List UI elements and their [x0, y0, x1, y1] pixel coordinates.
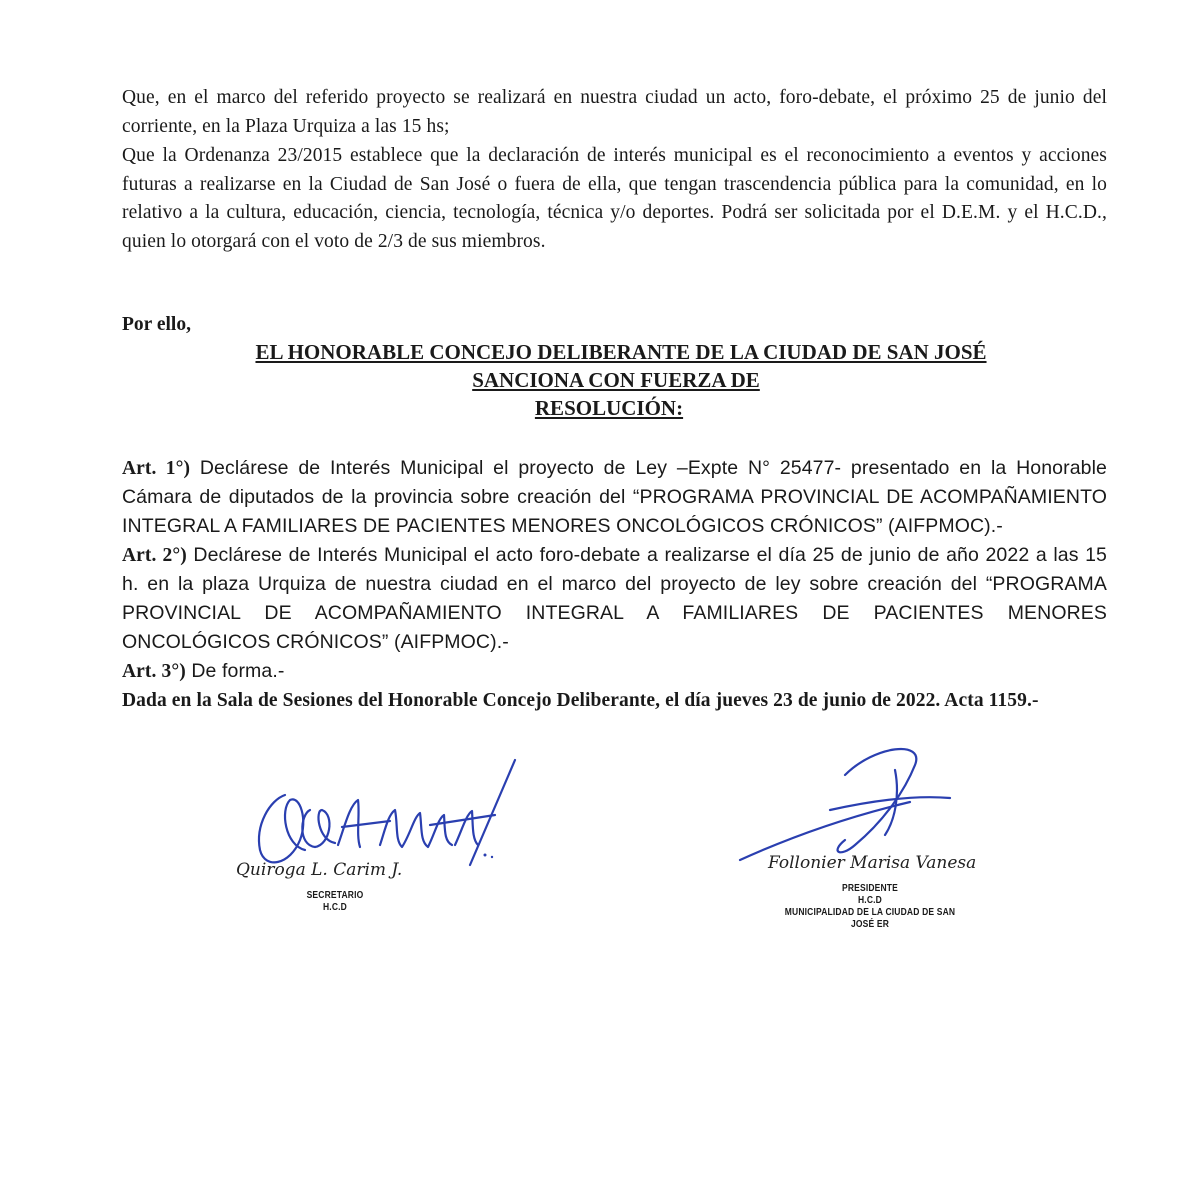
signature-right-caption [777, 883, 964, 931]
heading-line-2: SANCIONA CON FUERZA DE [472, 368, 760, 392]
article-2 [122, 541, 1107, 657]
closing-statement: Dada en la Sala de Sesiones del Honorable Concejo Deliberante, el día jueves 23 de junio de 2022. Acta 1159.- [122, 690, 1039, 711]
considerando-2: Que la Ordenanza 23/2015 establece que la declaración de interés municipal es el reconocimiento a eventos y acciones futuras a realizarse en la Ciudad de San José o fuera de ella, que tengan trascendencia pública para la comunidad, en lo relativo a la cultura, educación, ciencia, tecnología, técnica y/o deportes. Podrá ser solicitada por el D.E.M. y el H.C.D., quien lo otorgará con el voto de 2/3 de sus miembros. [122, 145, 1107, 252]
article-1-label: Art. 1°) [122, 458, 191, 479]
signature-right-icon [735, 740, 1015, 870]
signature-right-role: PRESIDENTE [841, 883, 899, 894]
article-3-text: De forma.- [185, 660, 285, 682]
signature-right-body: H.C.D [857, 895, 882, 906]
signature-right-org: MUNICIPALIDAD DE LA CIUDAD DE SAN JOSÉ ER [784, 907, 956, 930]
article-1 [122, 454, 1107, 541]
signature-left-body: H.C.D [322, 902, 347, 913]
heading-line-3: RESOLUCIÓN: [534, 396, 684, 420]
signature-left-name: Quiroga L. Carim J. [236, 860, 403, 880]
articles [122, 454, 1107, 715]
article-2-label: Art. 2°) [122, 545, 187, 566]
article-1-text: Declárese de Interés Municipal el proyecto de Ley –Expte N° 25477- presentado en la Honorable Cámara de diputados de la provincia sobre creación del “PROGRAMA PROVINCIAL DE ACOMPAÑAMIENTO INTEGRAL A FAMILIARES DE PACIENTES MENORES ONCOLÓGICOS CRÓNICOS” (AIFPMOC).- [122, 457, 1107, 537]
signature-left-caption [297, 890, 374, 914]
por-ello: Por ello, [122, 314, 191, 335]
heading-line-1: EL HONORABLE CONCEJO DELIBERANTE DE LA CIUDAD DE SAN JOSÉ [255, 340, 987, 364]
resolution-heading [0, 338, 1200, 422]
article-2-text: Declárese de Interés Municipal el acto foro-debate a realizarse el día 25 de junio de año 2022 a las 15 h. en la plaza Urquiza de nuestra ciudad en el marco del proyecto de ley sobre creación del “PROGRAMA PROVINCIAL DE ACOMPAÑAMIENTO INTEGRAL A FAMILIARES DE PACIENTES MENORES ONCOLÓGICOS CRÓNICOS” (AIFPMOC).- [122, 544, 1108, 653]
article-3-label: Art. 3°) [122, 661, 186, 682]
signature-left-role: SECRETARIO [306, 890, 364, 901]
considerando-1: Que, en el marco del referido proyecto se realizará en nuestra ciudad un acto, foro-debate, el próximo 25 de junio del corriente, en la Plaza Urquiza a las 15 hs; [122, 87, 1107, 137]
article-3 [122, 657, 1107, 686]
signature-right-name: Follonier Marisa Vanesa [768, 853, 977, 873]
